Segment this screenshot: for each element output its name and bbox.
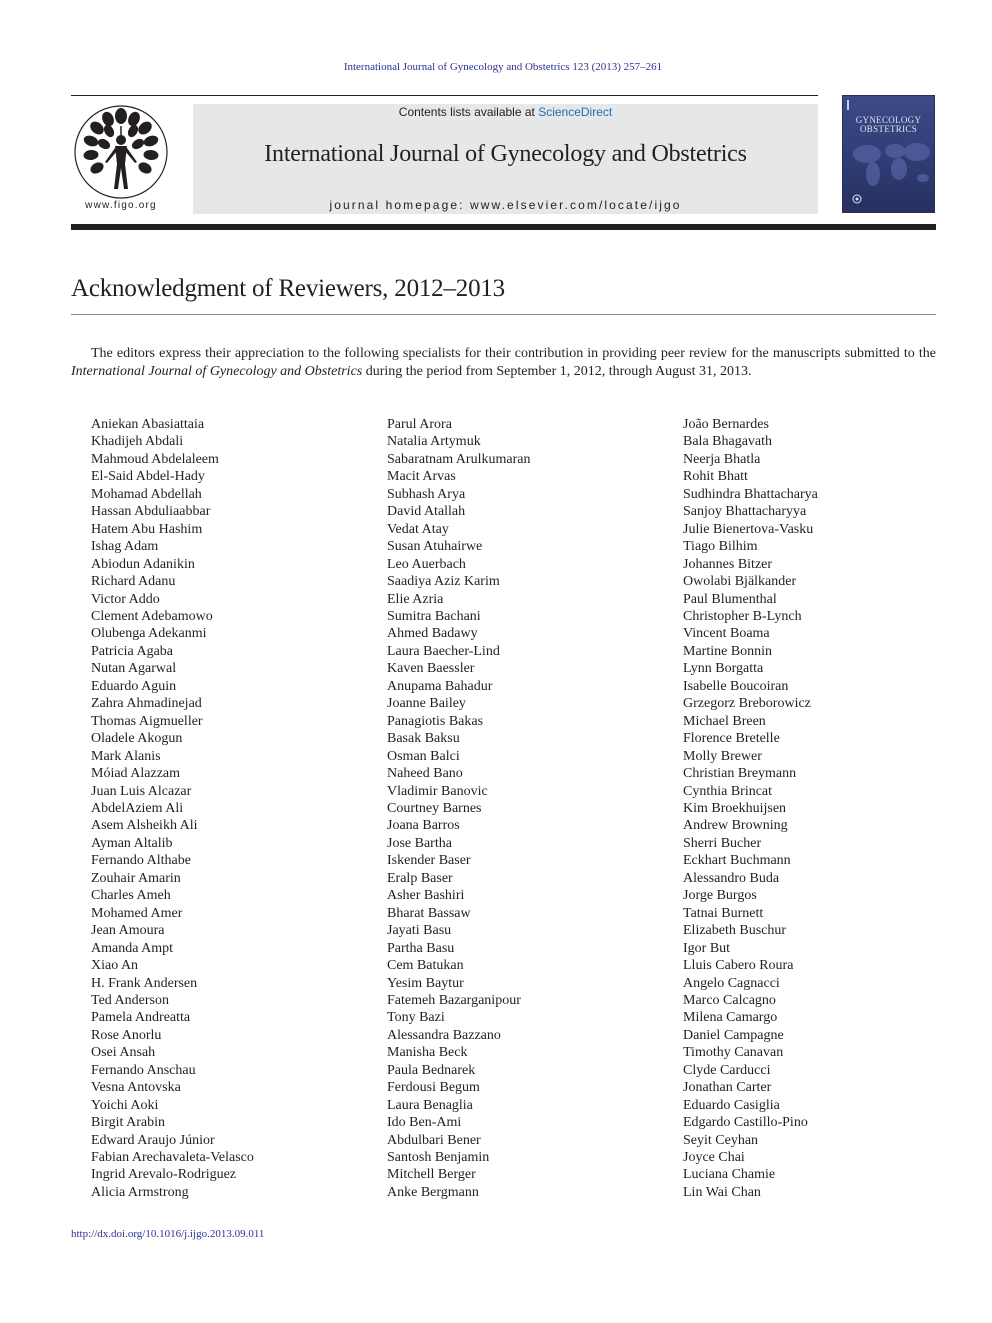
reviewer-name: Khadijeh Abdali (91, 434, 184, 450)
reviewer-name: Joanne Bailey (387, 696, 466, 712)
cover-title-line2: OBSTETRICS (859, 124, 917, 134)
reviewer-name: Basak Baksu (387, 731, 460, 747)
reviewer-name: Sumitra Bachani (387, 608, 481, 624)
reviewer-name: Olubenga Adekanmi (91, 626, 207, 642)
reviewer-name: Amanda Ampt (91, 940, 174, 956)
reviewer-name: Lluis Cabero Roura (683, 958, 794, 974)
reviewer-name: Fabian Arechavaleta-Velasco (91, 1150, 254, 1166)
reviewer-name: Bharat Bassaw (387, 905, 471, 921)
figo-tree-figure-icon (71, 104, 171, 202)
reviewer-name: Richard Adanu (91, 574, 176, 590)
reviewer-name: Jonathan Carter (683, 1080, 772, 1096)
reviewer-name: Marco Calcagno (683, 992, 776, 1008)
reviewer-name: Sherri Bucher (683, 835, 762, 851)
reviewer-name: Ido Ben-Ami (387, 1115, 462, 1131)
reviewer-name: Ingrid Arevalo-Rodriguez (91, 1167, 237, 1183)
reviewer-name: Kaven Baessler (387, 661, 475, 677)
reviewer-name: Mohamad Abdellah (91, 486, 202, 502)
reviewer-name: Móiad Alazzam (91, 766, 181, 782)
reviewer-name: Santosh Benjamin (387, 1150, 490, 1166)
reviewer-name: Manisha Beck (387, 1045, 468, 1061)
reviewer-name: Thomas Aigmueller (91, 713, 203, 729)
journal-citation[interactable]: International Journal of Gynecology and Obstetrics 123 (2013) 257–261 (343, 61, 663, 73)
reviewer-name: Jose Bartha (387, 835, 452, 851)
reviewer-name: Ahmed Badawy (387, 626, 478, 642)
reviewer-name: Clement Adebamowo (91, 608, 213, 624)
reviewer-name: Edgardo Castillo-Pino (683, 1115, 808, 1131)
reviewer-name: Eckhart Buchmann (683, 853, 791, 869)
reviewer-name: Alessandra Bazzano (387, 1027, 501, 1043)
reviewer-name: Parul Arora (387, 417, 452, 432)
reviewer-name: Edward Araujo Júnior (91, 1132, 215, 1148)
reviewer-name: Charles Ameh (91, 888, 171, 904)
reviewer-name: Partha Basu (387, 940, 455, 956)
reviewer-name: Eduardo Aguin (91, 678, 177, 694)
reviewer-name: Vincent Boama (683, 626, 770, 642)
reviewer-name: Ishag Adam (91, 539, 159, 555)
reviewer-name: Pamela Andreatta (91, 1010, 191, 1026)
reviewer-name: Grzegorz Breborowicz (683, 696, 811, 712)
reviewer-name: Elie Azria (387, 591, 444, 607)
reviewer-name: Fernando Anschau (91, 1062, 196, 1078)
reviewer-name: Sabaratnam Arulkumaran (387, 451, 531, 467)
reviewer-name: Clyde Carducci (683, 1062, 771, 1078)
intro-journal-name: International Journal of Gynecology and Obstetrics (71, 364, 363, 379)
reviewer-name: Susan Atuhairwe (387, 539, 483, 555)
reviewer-name: Courtney Barnes (387, 800, 482, 816)
reviewer-name: Victor Addo (91, 591, 160, 607)
reviewer-name: Alicia Armstrong (91, 1184, 189, 1200)
reviewer-name: Mahmoud Abdelaleem (91, 451, 219, 467)
reviewer-name: AbdelAziem Ali (91, 800, 184, 816)
intro-text-2: during the period from September 1, 2012, through August 31, 2013. (362, 364, 752, 379)
header-top-rule (71, 95, 818, 96)
cover-title (843, 116, 934, 134)
reviewer-name: Martine Bonnin (683, 643, 773, 659)
reviewer-name: Xiao An (91, 958, 139, 974)
reviewer-name: Johannes Bitzer (683, 556, 773, 572)
reviewer-name: Michael Breen (683, 713, 766, 729)
reviewer-name: João Bernardes (683, 417, 769, 432)
reviewer-name: Osei Ansah (91, 1045, 156, 1061)
reviewer-name: Anupama Bahadur (387, 678, 493, 694)
reviewer-name: Florence Bretelle (683, 731, 780, 747)
reviewer-name: Abdulbari Bener (387, 1132, 481, 1148)
reviewer-name: Laura Baecher-Lind (387, 643, 500, 659)
title-rule (71, 314, 936, 315)
reviewer-name: Aniekan Abasiattaia (91, 417, 205, 432)
reviewer-name: Jorge Burgos (683, 888, 757, 904)
intro-paragraph (71, 345, 936, 381)
reviewer-name: Cem Batukan (387, 958, 464, 974)
reviewer-name: Anke Bergmann (387, 1184, 479, 1200)
reviewer-name: Luciana Chamie (683, 1167, 776, 1183)
reviewer-name: Tony Bazi (387, 1010, 445, 1026)
header-thick-rule (71, 224, 936, 230)
reviewer-name: Eduardo Casiglia (683, 1097, 780, 1113)
reviewer-name: Panagiotis Bakas (387, 713, 484, 729)
reviewer-name: Oladele Akogun (91, 731, 183, 747)
reviewer-name: Hatem Abu Hashim (91, 521, 203, 537)
reviewer-name: Andrew Browning (683, 818, 788, 834)
doi-link[interactable]: http://dx.doi.org/10.1016/j.ijgo.2013.09.011 (71, 1228, 265, 1240)
reviewer-name: Ayman Altalib (91, 835, 173, 851)
reviewer-name: Rohit Bhatt (683, 469, 748, 485)
reviewer-name: El-Said Abdel-Hady (91, 469, 205, 485)
reviewer-name: Mohamed Amer (91, 905, 183, 921)
sciencedirect-link[interactable]: ScienceDirect (538, 105, 613, 119)
reviewer-name: Alessandro Buda (683, 870, 780, 886)
reviewer-name: Iskender Baser (387, 853, 471, 869)
reviewer-name: Cynthia Brincat (683, 783, 773, 799)
reviewer-name: Natalia Artymuk (387, 434, 481, 450)
reviewer-name: Nutan Agarwal (91, 661, 177, 677)
journal-cover-thumbnail (842, 95, 935, 213)
reviewer-name: Juan Luis Alcazar (91, 783, 192, 799)
reviewer-name: Yoichi Aoki (91, 1097, 159, 1113)
reviewer-name: Asher Bashiri (387, 888, 465, 904)
reviewer-name: Saadiya Aziz Karim (387, 574, 500, 590)
reviewer-name: Christopher B-Lynch (683, 608, 802, 624)
reviewer-name: Sudhindra Bhattacharya (683, 486, 818, 502)
reviewer-name: Neerja Bhatla (683, 451, 761, 467)
reviewer-name: Seyit Ceyhan (683, 1132, 759, 1148)
reviewer-name: Lin Wai Chan (683, 1184, 761, 1200)
reviewer-name: Joana Barros (387, 818, 460, 834)
reviewer-name: Joyce Chai (683, 1150, 745, 1166)
reviewer-name: Vedat Atay (387, 521, 449, 537)
reviewer-column-2 (387, 416, 530, 1201)
figo-url[interactable]: www.figo.org (85, 200, 157, 211)
reviewer-name: Bala Bhagavath (683, 434, 773, 450)
reviewer-name: Paula Bednarek (387, 1062, 476, 1078)
reviewer-name: Lynn Borgatta (683, 661, 764, 677)
reviewer-name: Zouhair Amarin (91, 870, 181, 886)
article-title: Acknowledgment of Reviewers, 2012–2013 (71, 275, 505, 302)
reviewer-name: Owolabi Bjälkander (683, 574, 797, 590)
reviewer-name: Timothy Canavan (683, 1045, 784, 1061)
reviewer-name: Macit Arvas (387, 469, 456, 485)
reviewer-name: Naheed Bano (387, 766, 463, 782)
journal-title: International Journal of Gynecology and Obstetrics (264, 141, 747, 167)
reviewer-name: Elizabeth Buschur (683, 923, 787, 939)
reviewer-name: Sanjoy Bhattacharyya (683, 504, 807, 520)
reviewer-name: Birgit Arabin (91, 1115, 166, 1131)
reviewer-name: H. Frank Andersen (91, 975, 198, 991)
reviewer-column-3 (683, 416, 818, 1201)
reviewer-name: Tatnai Burnett (683, 905, 764, 921)
reviewer-name: Fernando Althabe (91, 853, 191, 869)
reviewer-name: Molly Brewer (683, 748, 762, 764)
reviewer-name: Angelo Cagnacci (683, 975, 780, 991)
journal-homepage[interactable]: journal homepage: www.elsevier.com/locate/ijgo (329, 198, 682, 212)
reviewer-name: Tiago Bilhim (683, 539, 758, 555)
reviewer-name: Leo Auerbach (387, 556, 466, 572)
reviewer-name: Ferdousi Begum (387, 1080, 480, 1096)
reviewer-name: Isabelle Boucoiran (683, 678, 789, 694)
reviewer-name: Igor But (683, 940, 731, 956)
reviewer-name: Mitchell Berger (387, 1167, 476, 1183)
contents-availability (193, 105, 818, 119)
reviewer-column-1 (91, 416, 254, 1201)
reviewer-name: Zahra Ahmadinejad (91, 696, 202, 712)
reviewer-name: Asem Alsheikh Ali (91, 818, 198, 834)
reviewer-name: Jayati Basu (387, 923, 452, 939)
reviewer-name: Yesim Baytur (387, 975, 464, 991)
reviewer-name: Daniel Campagne (683, 1027, 784, 1043)
cover-title-line1: GYNECOLOGY (855, 115, 922, 125)
reviewer-name: Mark Alanis (91, 748, 161, 764)
world-map-icon (843, 96, 935, 213)
reviewer-name: Vladimir Banovic (387, 783, 488, 799)
reviewer-name: Ted Anderson (91, 992, 169, 1008)
intro-text-1: The editors express their appreciation to the following specialists for their contribution in providing peer review for the manuscripts submitted to the (91, 346, 936, 361)
reviewer-name: Subhash Arya (387, 486, 466, 502)
reviewer-name: Osman Balci (387, 748, 460, 764)
reviewer-name: Milena Camargo (683, 1010, 778, 1026)
reviewer-name: Kim Broekhuijsen (683, 800, 787, 816)
reviewer-name: Jean Amoura (91, 923, 165, 939)
reviewer-name: Fatemeh Bazarganipour (387, 992, 521, 1008)
reviewer-name: David Atallah (387, 504, 466, 520)
reviewer-name: Eralp Baser (387, 870, 453, 886)
reviewer-name: Rose Anorlu (91, 1027, 162, 1043)
reviewer-name: Vesna Antovska (91, 1080, 181, 1096)
reviewer-name: Julie Bienertova-Vasku (683, 521, 814, 537)
reviewer-name: Abiodun Adanikin (91, 556, 195, 572)
reviewer-name: Patricia Agaba (91, 643, 174, 659)
reviewer-name: Hassan Abduliaabbar (91, 504, 211, 520)
reviewer-name: Christian Breymann (683, 766, 797, 782)
contents-prefix: Contents lists available at (398, 105, 539, 119)
reviewer-name: Paul Blumenthal (683, 591, 777, 607)
reviewer-name: Laura Benaglia (387, 1097, 473, 1113)
